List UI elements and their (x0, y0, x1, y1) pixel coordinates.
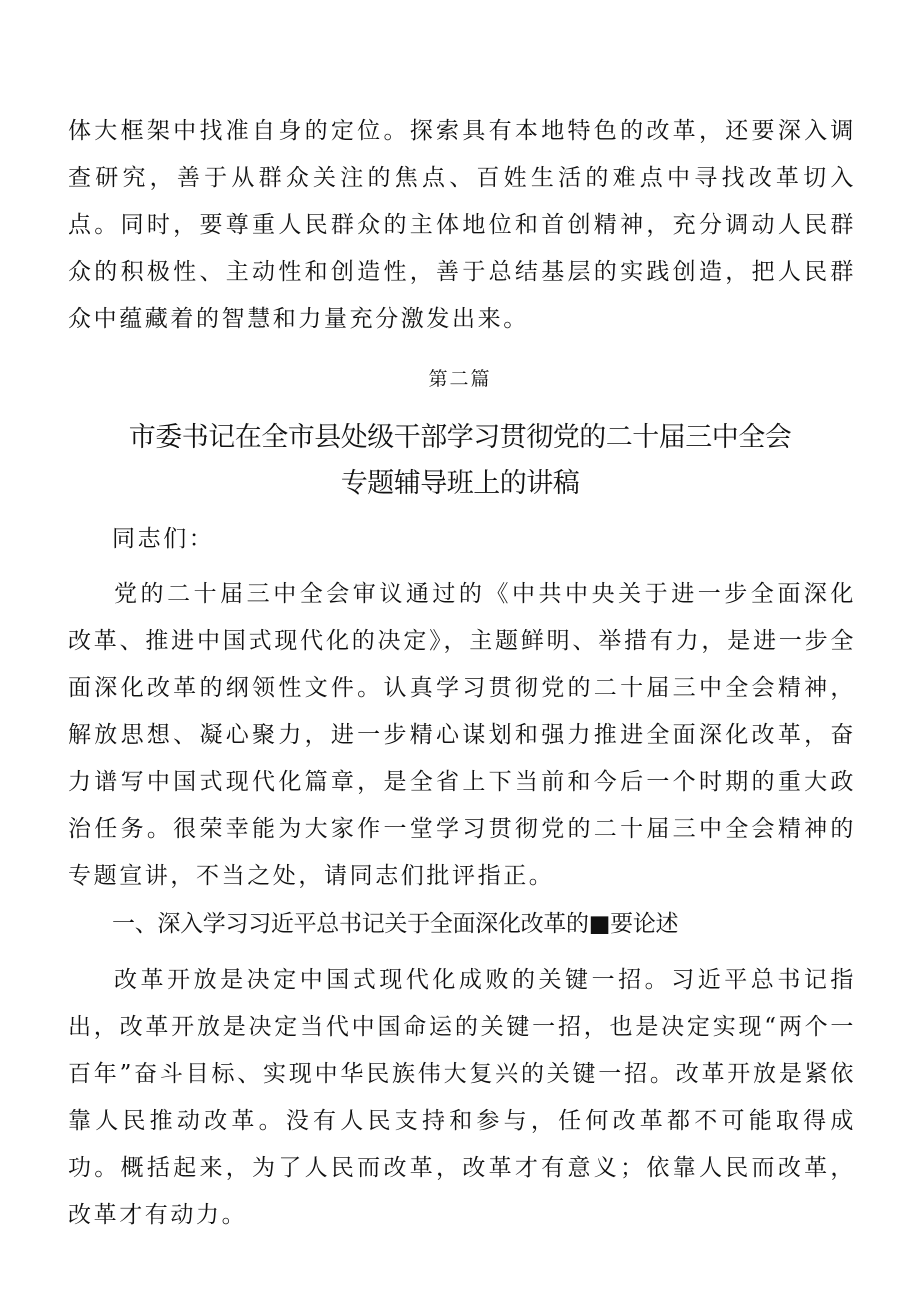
intro-paragraph: 党的二十届三中全会审议通过的《中共中央关于进一步全面深化改革、推进中国式现代化的决定》，主题鲜明、举措有力，是进一步全面深化改革的纲领性文件。认真学习贯彻党的二十届三中全会精神，解放思想、凝心聚力，进一步精心谋划和强力推进全面深化改革，奋力谱写中国式现代化篇章，是全省上下当前和今后一个时期的重大政治任务。很荣幸能为大家作一堂学习贯彻党的二十届三中全会精神的专题宣讲，不当之处，请同志们批评指正。 (68, 581, 856, 889)
section-label: 第二篇 (428, 368, 492, 390)
document-title-line-1: 市委书记在全市县处级干部学习贯彻党的二十届三中全会 (128, 422, 792, 453)
greeting: 同志们： (112, 526, 215, 552)
section1-paragraph: 改革开放是决定中国式现代化成败的关键一招。习近平总书记指出，改革开放是决定当代中国命运的关键一招，也是决定实现“两个一百年”奋斗目标、实现中华民族伟大复兴的关键一招。改革开放是紧依靠人民推动改革。没有人民支持和参与，任何改革都不可能取得成功。概括起来，为了人民而改革，改革才有意义；依靠人民而改革，改革才有动力。 (68, 967, 856, 1228)
section-heading-1: 一、深入学习习近平总书记关于全面深化改革的■要论述 (112, 911, 679, 937)
document-title (0, 415, 920, 507)
continuation-paragraph: 体大框架中找准自身的定位。探索具有本地特色的改革，还要深入调查研究，善于从群众关注的焦点、百姓生活的难点中寻找改革切入点。同时，要尊重人民群众的主体地位和首创精神，充分调动人民群众的积极性、主动性和创造性，善于总结基层的实践创造，把人民群众中蕴藏着的智慧和力量充分激发出来。 (68, 118, 856, 332)
document-title-line-2: 专题辅导班上的讲稿 (340, 468, 580, 499)
